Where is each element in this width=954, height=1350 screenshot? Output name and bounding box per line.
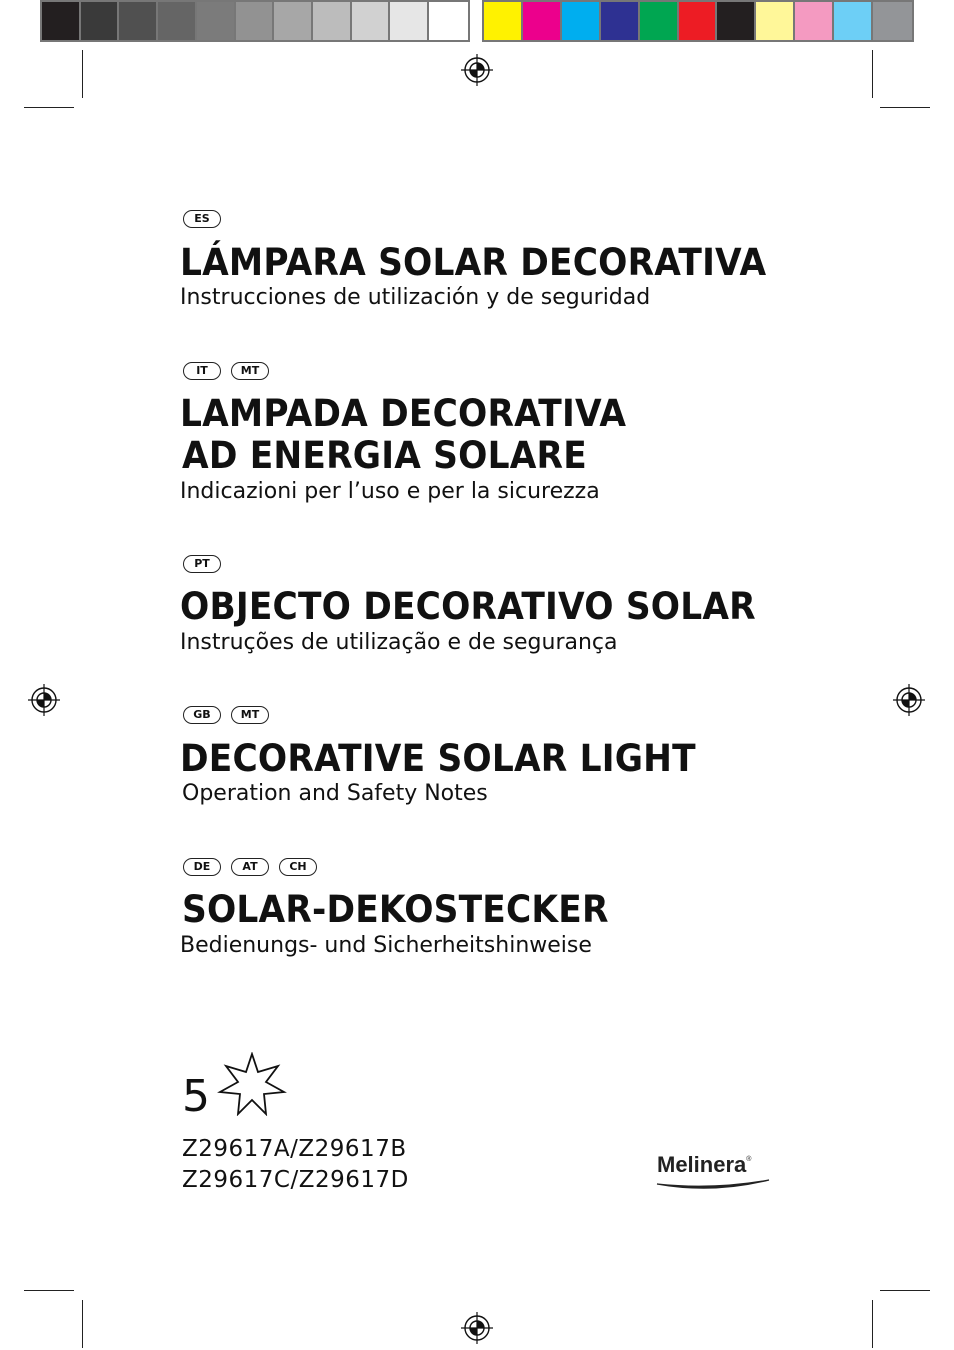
product-title-es: LÁMPARA SOLAR DECORATIVA — [180, 241, 767, 284]
language-badge: GB — [183, 706, 221, 724]
pack-count: 5 — [182, 1071, 210, 1122]
language-badges — [183, 210, 221, 228]
manual-subtitle-pt: Instruções de utilização e de segurança — [180, 630, 618, 655]
language-badge: IT — [183, 362, 221, 380]
product-title-de: SOLAR-DEKOSTECKER — [182, 888, 609, 931]
color-swatch — [42, 2, 81, 40]
crop-mark — [880, 107, 930, 108]
color-swatch — [601, 2, 640, 40]
brand-swoosh-icon — [655, 1178, 771, 1192]
model-numbers-line2: Z29617C/Z29617D — [182, 1167, 409, 1193]
grayscale-bar — [40, 0, 470, 42]
language-badge: PT — [183, 555, 221, 573]
crop-mark — [880, 1290, 930, 1291]
product-title-gb: DECORATIVE SOLAR LIGHT — [180, 737, 696, 780]
language-badges — [183, 555, 221, 573]
color-swatch — [274, 2, 313, 40]
registration-mark-icon — [461, 54, 493, 86]
crop-mark — [82, 50, 83, 98]
color-swatch — [197, 2, 236, 40]
language-badges — [183, 706, 269, 724]
language-badge: MT — [231, 706, 269, 724]
registration-mark-icon — [461, 1312, 493, 1344]
color-swatch — [562, 2, 601, 40]
registered-mark: ® — [746, 1156, 752, 1163]
color-swatch — [873, 2, 912, 40]
color-swatch — [81, 2, 120, 40]
color-swatch — [119, 2, 158, 40]
color-swatch — [158, 2, 197, 40]
color-swatch — [834, 2, 873, 40]
color-swatch — [679, 2, 718, 40]
color-swatch — [352, 2, 391, 40]
color-swatch — [236, 2, 275, 40]
color-swatch — [523, 2, 562, 40]
color-swatch — [756, 2, 795, 40]
product-title-it-line1: LAMPADA DECORATIVA — [180, 392, 627, 435]
language-badges — [183, 858, 317, 876]
crop-mark — [82, 1300, 83, 1348]
registration-mark-icon — [893, 684, 925, 716]
color-swatch — [484, 2, 523, 40]
language-badge: AT — [231, 858, 269, 876]
color-swatch — [717, 2, 756, 40]
crop-mark — [24, 107, 74, 108]
manual-subtitle-es: Instrucciones de utilización y de seguridad — [180, 285, 651, 310]
manual-subtitle-it: Indicazioni per l’uso e per la sicurezza — [180, 479, 600, 504]
product-title-pt: OBJECTO DECORATIVO SOLAR — [180, 585, 756, 628]
crop-mark — [872, 50, 873, 98]
brand-name: Melinera — [657, 1152, 747, 1177]
brand-logo — [657, 1152, 751, 1178]
manual-subtitle-gb: Operation and Safety Notes — [182, 781, 488, 806]
model-numbers-line1: Z29617A/Z29617B — [182, 1136, 407, 1162]
color-bar — [482, 0, 914, 42]
product-title-it-line2: AD ENERGIA SOLARE — [182, 434, 587, 477]
color-swatch — [390, 2, 429, 40]
color-swatch — [640, 2, 679, 40]
language-badge: ES — [183, 210, 221, 228]
registration-mark-icon — [28, 684, 60, 716]
manual-subtitle-de: Bedienungs- und Sicherheitshinweise — [180, 933, 592, 958]
language-badge: MT — [231, 362, 269, 380]
crop-mark — [872, 1300, 873, 1348]
crop-mark — [24, 1290, 74, 1291]
language-badges — [183, 362, 269, 380]
color-swatch — [795, 2, 834, 40]
color-swatch — [429, 2, 468, 40]
color-swatch — [313, 2, 352, 40]
language-badge: CH — [279, 858, 317, 876]
language-badge: DE — [183, 858, 221, 876]
star-outline-icon — [216, 1052, 288, 1116]
